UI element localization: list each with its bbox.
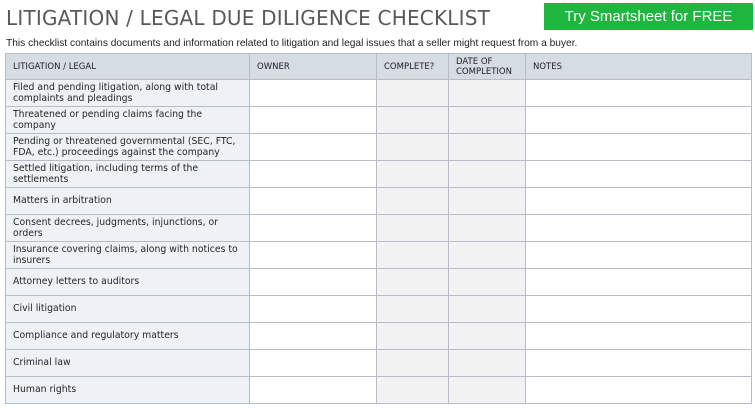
date-of-completion-cell[interactable] (449, 107, 526, 134)
owner-cell[interactable] (250, 107, 377, 134)
item-cell: Criminal law (6, 350, 250, 377)
item-cell: Matters in arbitration (6, 188, 250, 215)
date-of-completion-cell[interactable] (449, 80, 526, 107)
item-cell: Compliance and regulatory matters (6, 323, 250, 350)
item-cell: Civil litigation (6, 296, 250, 323)
date-of-completion-cell[interactable] (449, 134, 526, 161)
item-cell: Consent decrees, judgments, injunctions, or orders (6, 215, 250, 242)
item-cell: Human rights (6, 377, 250, 404)
date-of-completion-cell[interactable] (449, 296, 526, 323)
table-row (6, 350, 752, 377)
complete-cell[interactable] (377, 80, 449, 107)
complete-cell[interactable] (377, 107, 449, 134)
column-header-litigation-legal: LITIGATION / LEGAL (6, 54, 250, 80)
item-cell: Pending or threatened governmental (SEC, FTC, FDA, etc.) proceedings against the company (6, 134, 250, 161)
complete-cell[interactable] (377, 215, 449, 242)
owner-cell[interactable] (250, 242, 377, 269)
column-header-date-of-completion: DATE OF COMPLETION (449, 54, 526, 80)
notes-cell[interactable] (526, 323, 752, 350)
item-cell: Attorney letters to auditors (6, 269, 250, 296)
table-row (6, 269, 752, 296)
notes-cell[interactable] (526, 296, 752, 323)
notes-cell[interactable] (526, 80, 752, 107)
table-row (6, 323, 752, 350)
item-cell: Filed and pending litigation, along with total complaints and pleadings (6, 80, 250, 107)
table-row (6, 134, 752, 161)
table-header-row (6, 54, 752, 80)
owner-cell[interactable] (250, 215, 377, 242)
date-of-completion-cell[interactable] (449, 161, 526, 188)
notes-cell[interactable] (526, 188, 752, 215)
owner-cell[interactable] (250, 134, 377, 161)
notes-cell[interactable] (526, 269, 752, 296)
table-row (6, 80, 752, 107)
notes-cell[interactable] (526, 107, 752, 134)
date-of-completion-cell[interactable] (449, 215, 526, 242)
complete-cell[interactable] (377, 323, 449, 350)
complete-cell[interactable] (377, 350, 449, 377)
date-of-completion-cell[interactable] (449, 350, 526, 377)
table-row (6, 242, 752, 269)
date-of-completion-cell[interactable] (449, 269, 526, 296)
date-of-completion-cell[interactable] (449, 377, 526, 404)
notes-cell[interactable] (526, 215, 752, 242)
column-header-notes: NOTES (526, 54, 752, 80)
owner-cell[interactable] (250, 377, 377, 404)
table-row (6, 215, 752, 242)
complete-cell[interactable] (377, 242, 449, 269)
page-title: LITIGATION / LEGAL DUE DILIGENCE CHECKLIST (6, 6, 491, 30)
item-cell: Insurance covering claims, along with notices to insurers (6, 242, 250, 269)
notes-cell[interactable] (526, 377, 752, 404)
notes-cell[interactable] (526, 161, 752, 188)
owner-cell[interactable] (250, 323, 377, 350)
owner-cell[interactable] (250, 188, 377, 215)
owner-cell[interactable] (250, 350, 377, 377)
complete-cell[interactable] (377, 377, 449, 404)
column-header-complete: COMPLETE? (377, 54, 449, 80)
item-cell: Settled litigation, including terms of the settlements (6, 161, 250, 188)
try-smartsheet-button[interactable]: Try Smartsheet for FREE (544, 3, 753, 30)
date-of-completion-cell[interactable] (449, 323, 526, 350)
complete-cell[interactable] (377, 134, 449, 161)
date-of-completion-cell[interactable] (449, 188, 526, 215)
owner-cell[interactable] (250, 80, 377, 107)
checklist-table (5, 53, 752, 404)
description-text: This checklist contains documents and information related to litigation and legal issues that a seller might request from a buyer. (6, 38, 578, 49)
complete-cell[interactable] (377, 269, 449, 296)
complete-cell[interactable] (377, 188, 449, 215)
complete-cell[interactable] (377, 161, 449, 188)
table-row (6, 161, 752, 188)
column-header-owner: OWNER (250, 54, 377, 80)
owner-cell[interactable] (250, 161, 377, 188)
notes-cell[interactable] (526, 350, 752, 377)
owner-cell[interactable] (250, 296, 377, 323)
item-cell: Threatened or pending claims facing the company (6, 107, 250, 134)
notes-cell[interactable] (526, 134, 752, 161)
date-of-completion-cell[interactable] (449, 242, 526, 269)
owner-cell[interactable] (250, 269, 377, 296)
table-row (6, 107, 752, 134)
complete-cell[interactable] (377, 296, 449, 323)
table-row (6, 377, 752, 404)
notes-cell[interactable] (526, 242, 752, 269)
table-row (6, 296, 752, 323)
table-row (6, 188, 752, 215)
